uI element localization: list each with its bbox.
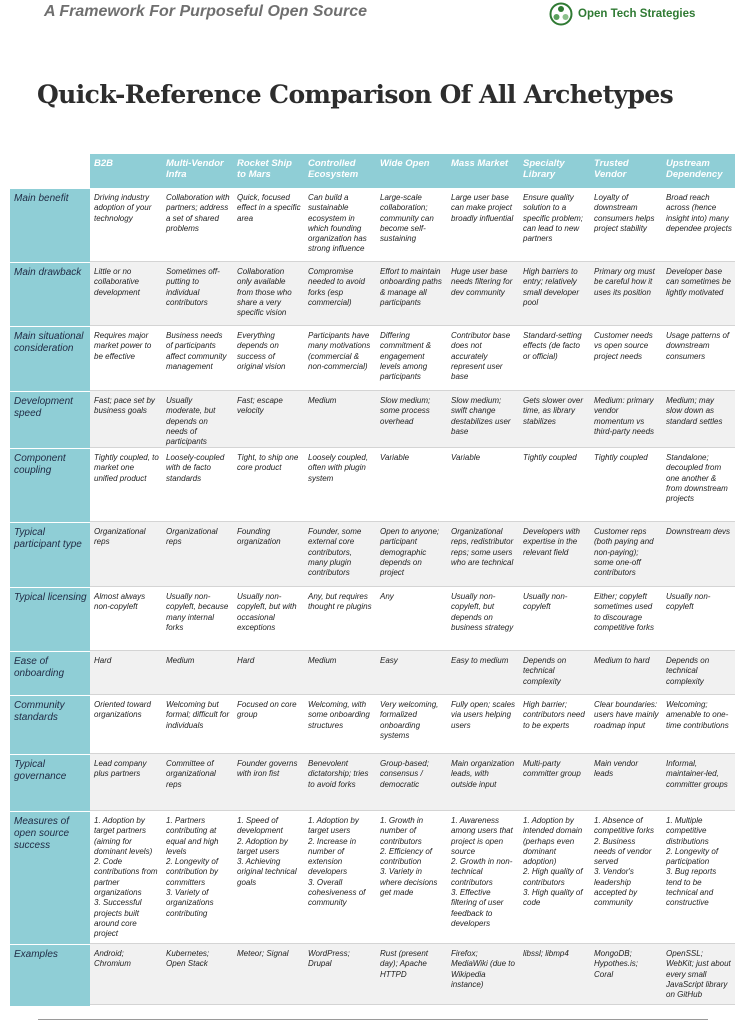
table-cell: Differing commitment & engagement levels among participants: [380, 331, 432, 382]
table-cell: 1. Adoption by target users 2. Increase in number of extension developers 3. Overall cohesiveness of community: [308, 816, 366, 908]
table-cell: Welcoming, with some onboarding structures: [308, 700, 370, 730]
table-cell: Hard: [94, 656, 112, 665]
table-cell: Firefox; MediaWiki (due to Wikipedia instance): [451, 949, 515, 989]
row-label-typical-participant-type: Typical participant type: [14, 527, 82, 550]
table-cell: Founding organization: [237, 527, 281, 547]
brand-logo: [549, 2, 695, 26]
table-cell: Benevolent dictatorship; tries to avoid forks: [308, 759, 369, 789]
column-header-trusted-vendor: Trusted Vendor: [594, 158, 629, 180]
table-cell: Fast; pace set by business goals: [94, 396, 155, 416]
ots-logo-icon: [549, 2, 573, 26]
table-cell: Usually non-copyleft: [666, 592, 711, 612]
table-cell: 1. Speed of development 2. Adoption by target users 3. Achieving original technical goals: [237, 816, 297, 887]
column-header-rocket-ship-to-mars: Rocket Ship to Mars: [237, 158, 292, 180]
table-cell: Large-scale collaboration; community can become self-sustaining: [380, 193, 434, 244]
table-cell: Informal, maintainer-led, committer groups: [666, 759, 728, 789]
table-cell: Loosely coupled, often with plugin system: [308, 453, 369, 483]
table-cell: High barrier; contributors need to be experts: [523, 700, 585, 730]
table-cell: Welcoming but formal; difficult for individuals: [166, 700, 230, 730]
table-cell: 1. Adoption by intended domain (perhaps even dominant adoption) 2. High quality of contributors 3. High quality of code: [523, 816, 583, 908]
table-cell: Huge user base needs filtering for dev community: [451, 267, 513, 297]
table-cell: Meteor; Signal: [237, 949, 289, 958]
column-header-b2b: B2B: [94, 158, 114, 169]
comparison-table: [10, 154, 735, 1012]
table-cell: Any, but requires thought re plugins: [308, 592, 372, 612]
table-cell: 1. Growth in number of contributors 2. Efficiency of contribution 3. Variety in where decisions get made: [380, 816, 438, 898]
table-cell: Focused on core group: [237, 700, 297, 720]
table-cell: Organizational reps, redistributor reps; some users who are technical: [451, 527, 514, 567]
brand-logo-text: Open Tech Strategies: [578, 8, 696, 20]
table-cell: Developer base can sometimes be lightly motivated: [666, 267, 731, 297]
row-label-main-benefit: Main benefit: [14, 193, 69, 204]
table-cell: Collaboration only available from those who share a very specific vision: [237, 267, 292, 318]
table-cell: Requires major market power to be effective: [94, 331, 152, 361]
table-cell: Standalone; decoupled from one another & from downstream projects: [666, 453, 728, 504]
table-cell: Organizational reps: [94, 527, 146, 547]
table-cell: Multi-party committer group: [523, 759, 581, 779]
table-cell: Loyalty of downstream consumers helps project stability: [594, 193, 655, 233]
column-header-controlled-ecosystem: Controlled Ecosystem: [308, 158, 359, 180]
table-cell: Oriented toward organizations: [94, 700, 151, 720]
row-label-typical-governance: Typical governance: [14, 759, 67, 782]
table-cell: Customer reps (both paying and non-paying); some one-off contributors: [594, 527, 654, 578]
table-cell: Android; Chromium: [94, 949, 131, 969]
table-cell: 1. Awareness among users that project is open source 2. Growth in non-technical contributors 3. Effective filtering of user feedback to developers: [451, 816, 513, 928]
column-header-specialty-library: Specialty Library: [523, 158, 565, 180]
table-cell: Rust (present day); Apache HTTPD: [380, 949, 429, 979]
table-cell: Either; copyleft sometimes used to discourage competitive forks: [594, 592, 655, 632]
table-cell: Primary org must be careful how it uses its position: [594, 267, 655, 297]
table-cell: Any: [380, 592, 394, 601]
table-cell: Committee of organizational reps: [166, 759, 216, 789]
table-cell: Compromise needed to avoid forks (esp commercial): [308, 267, 365, 307]
table-cell: Usually non-copyleft, but with occasional exceptions: [237, 592, 297, 632]
table-cell: Medium: [166, 656, 195, 665]
column-header-mass-market: Mass Market: [451, 158, 509, 169]
table-cell: Participants have many motivations (commercial & non-commercial): [308, 331, 371, 371]
table-cell: Very welcoming, formalized onboarding systems: [380, 700, 439, 740]
row-label-component-coupling: Component coupling: [14, 453, 66, 476]
table-cell: Welcoming; amenable to one-time contributions: [666, 700, 729, 730]
table-cell: Founder governs with iron fist: [237, 759, 298, 779]
table-cell: Medium to hard: [594, 656, 650, 665]
column-header-upstream-dependency: Upstream Dependency: [666, 158, 723, 180]
table-cell: Ensure quality solution to a specific problem; can lead to new partners: [523, 193, 584, 244]
table-cell: 1. Partners contributing at equal and high levels 2. Longevity of contribution by committers 3. Variety of organizations contributing: [166, 816, 219, 918]
table-cell: Effort to maintain onboarding paths & manage all participants: [380, 267, 442, 307]
table-cell: Loosely-coupled with de facto standards: [166, 453, 225, 483]
table-cell: Standard-setting effects (de facto or official): [523, 331, 582, 361]
table-cell: WordPress; Drupal: [308, 949, 350, 969]
table-cell: Usually moderate, but depends on needs of participants: [166, 396, 216, 447]
document-header-title: A Framework For Purposeful Open Source: [44, 3, 368, 20]
row-label-main-situational-consideration: Main situational consideration: [14, 331, 84, 354]
table-cell: Collaboration with partners; address a set of shared problems: [166, 193, 230, 233]
table-cell: Little or no collaborative development: [94, 267, 140, 297]
row-label-examples: Examples: [14, 949, 58, 960]
table-cell: Everything depends on success of original vision: [237, 331, 286, 371]
table-cell: Business needs of participants affect community management: [166, 331, 227, 371]
table-cell: 1. Absence of competitive forks 2. Business needs of vendor served 3. Vendor's leadership accepted by community: [594, 816, 655, 908]
table-cell: Main vendor leads: [594, 759, 639, 779]
table-cell: Medium; may slow down as standard settles: [666, 396, 723, 426]
table-cell: Open to anyone; participant demographic depends on project: [380, 527, 440, 578]
footer-divider: [38, 1019, 708, 1020]
column-header-multi-vendor-infra: Multi-Vendor Infra: [166, 158, 224, 180]
table-cell: Easy to medium: [451, 656, 509, 665]
row-label-community-standards: Community standards: [14, 700, 65, 723]
table-cell: Lead company plus partners: [94, 759, 147, 779]
table-cell: Large user base can make project broadly influential: [451, 193, 514, 223]
table-cell: Fully open; scales via users helping users: [451, 700, 516, 730]
table-cell: Main organization leads, with outside input: [451, 759, 515, 789]
table-cell: OpenSSL; WebKit; just about every small JavaScript library on GitHub: [666, 949, 731, 1000]
table-cell: MongoDB; Hypothes.is; Coral: [594, 949, 639, 979]
table-cell: Tightly coupled: [594, 453, 648, 462]
table-cell: Usually non-copyleft: [523, 592, 568, 612]
table-cell: Almost always non-copyleft: [94, 592, 146, 612]
page-title: Quick-Reference Comparison Of All Archetypes: [37, 80, 674, 109]
table-cell: Group-based; consensus / democratic: [380, 759, 429, 789]
table-cell: Quick, focused effect in a specific area: [237, 193, 301, 223]
table-cell: Usually non-copyleft, but depends on business strategy: [451, 592, 514, 632]
table-cell: Gets slower over time, as library stabilizes: [523, 396, 584, 426]
table-cell: Fast; escape velocity: [237, 396, 283, 416]
row-divider: [90, 1004, 735, 1005]
table-cell: Slow medium; some process overhead: [380, 396, 431, 426]
table-cell: Medium: [308, 656, 337, 665]
table-cell: Variable: [451, 453, 481, 462]
row-label-typical-licensing: Typical licensing: [14, 592, 87, 603]
table-cell: 1. Adoption by target partners (aiming for dominant levels) 2. Code contributions from partner organizations 3. Successful projects built around core project: [94, 816, 158, 939]
table-cell: Can build a sustainable ecosystem in which founding organization has strong influence: [308, 193, 367, 254]
table-cell: Broad reach across (hence insight into) many dependee projects: [666, 193, 732, 233]
table-cell: Organizational reps: [166, 527, 218, 547]
column-header-wide-open: Wide Open: [380, 158, 430, 169]
table-cell: Founder, some external core contributors, many plugin contributors: [308, 527, 362, 578]
table-cell: Hard: [237, 656, 255, 665]
table-cell: 1. Multiple competitive distributions 2. Longevity of participation 3. Bug reports tend to be technical and constructive: [666, 816, 719, 908]
table-cell: High barriers to entry; relatively small developer pool: [523, 267, 580, 307]
row-label-measures-of-open-source-success: Measures of open source success: [14, 816, 70, 851]
table-cell: Depends on technical complexity: [523, 656, 567, 686]
table-cell: Driving industry adoption of your technology: [94, 193, 152, 223]
table-cell: Customer needs vs open source project needs: [594, 331, 653, 361]
table-cell: Easy: [380, 656, 398, 665]
table-cell: Tight, to ship one core product: [237, 453, 299, 473]
table-cell: Sometimes off-putting to individual contributors: [166, 267, 220, 307]
table-cell: Clear boundaries: users have mainly roadmap input: [594, 700, 659, 730]
table-cell: Kubernetes; Open Stack: [166, 949, 210, 969]
table-cell: Depends on technical complexity: [666, 656, 710, 686]
table-cell: Medium: [308, 396, 337, 405]
table-cell: Medium: primary vendor momentum vs third-party needs: [594, 396, 655, 436]
table-cell: Contributor base does not accurately represent user base: [451, 331, 511, 382]
table-cell: Developers with expertise in the relevant field: [523, 527, 580, 557]
table-cell: Tightly coupled, to market one unified product: [94, 453, 159, 483]
row-label-ease-of-onboarding: Ease of onboarding: [14, 656, 65, 679]
table-cell: Tightly coupled: [523, 453, 577, 462]
table-cell: Usage patterns of downstream consumers: [666, 331, 730, 361]
table-cell: libssl; libmp4: [523, 949, 569, 958]
table-cell: Variable: [380, 453, 410, 462]
row-label-development-speed: Development speed: [14, 396, 73, 419]
table-cell: Slow medium; swift change destabilizes user base: [451, 396, 511, 436]
row-label-main-drawback: Main drawback: [14, 267, 82, 278]
table-cell: Usually non-copyleft, because many internal forks: [166, 592, 229, 632]
table-cell: Downstream devs: [666, 527, 731, 536]
